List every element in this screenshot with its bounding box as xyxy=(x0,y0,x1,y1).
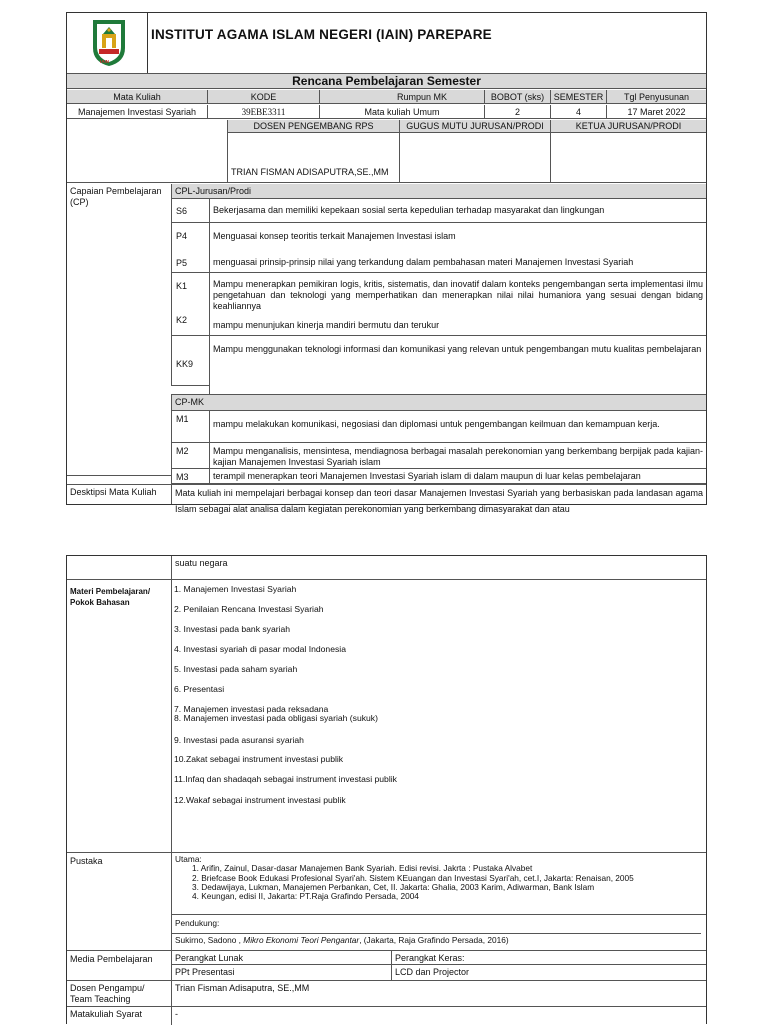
info-value-tgl: 17 Maret 2022 xyxy=(606,105,706,119)
deskripsi-label: Desktipsi Mata Kuliah xyxy=(67,484,171,504)
materi-item-10: 10.Zakat sebagai instrument investasi publik xyxy=(174,754,344,764)
rps-page-1 xyxy=(66,12,707,514)
sign-dosen-name: TRIAN FISMAN ADISAPUTRA,SE.,MM xyxy=(231,167,389,177)
cp-label: Capaian Pembelajaran (CP) xyxy=(67,184,171,476)
dosen-label: Dosen Pengampu/ Team Teaching xyxy=(67,981,171,1007)
syarat-value: - xyxy=(171,1007,706,1025)
materi-item-5: 5. Investasi pada saham syariah xyxy=(174,664,298,674)
materi-item-2: 2. Penilaian Rencana Investasi Syariah xyxy=(174,604,324,614)
pustaka-label: Pustaka xyxy=(67,853,171,951)
media-label: Media Pembelajaran xyxy=(67,951,171,981)
pustaka-pendukung-cell xyxy=(171,915,706,951)
info-header-bobot: BOBOT (sks) xyxy=(484,90,550,104)
logo-cell xyxy=(67,13,148,73)
cpmk-section-title: CP-MK xyxy=(171,395,706,411)
cpmk-text-m2: Mampu menganalisis, mensintesa, mendiagnosa berbagai masalah perekonomian yang berkembang berpijak pada kajian-kajian Manajemen Investasi Syariah islam xyxy=(213,446,703,467)
media-lunak-label: Perangkat Lunak xyxy=(171,951,391,965)
materi-item-3: 3. Investasi pada bank syariah xyxy=(174,624,291,634)
dosen-value: Trian Fisman Adisaputra, SE.,MM xyxy=(171,981,706,1007)
sign-header-gugus: GUGUS MUTU JURUSAN/PRODI xyxy=(399,120,550,133)
cpl-p-vline xyxy=(209,223,210,273)
cpl-code-p5: P5 xyxy=(176,258,188,268)
pustaka-utama-3: 3. Dedawijaya, Lukman, Manajemen Perbankan, Cet, II. Jakarta: Ghalia, 2003 Karim, Adiwarman, Bank Islam xyxy=(192,882,595,892)
materi-item-6: 6. Presentasi xyxy=(174,684,225,694)
cpmk-text-m1: mampu melakukan komunikasi, negosiasi dan diplomasi untuk pengembangan keilmuan dan kemampuan kerja. xyxy=(213,419,660,429)
pustaka-utama-2: 2. Briefcase Book Edukasi Profesional Syari'ah. Sistem KEuangan dan Investasi Syari'ah, cet.I, Jakarta: Renaisan, 2005 xyxy=(192,873,634,883)
materi-item-1: 1. Manajemen Investasi Syariah xyxy=(174,584,297,594)
rps-title: Rencana Pembelajaran Semester xyxy=(67,73,706,89)
deskripsi-text-page1: Mata kuliah ini mempelajari berbagai konsep dan teori dasar Manajemen Investasi Syariah yang berbasiskan pada landasan agama Islam sebagai alat analisa dalam kegiatan perekonomian yang berkembang dimasyarakat dan atau xyxy=(171,484,706,504)
pustaka-utama-4: 4. Keungan, edisi II, Jakarta: PT.Raja Grafindo Persada, 2004 xyxy=(192,891,419,901)
cpl-text-k2: mampu menunjukan kinerja mandiri bermutu dan terukur xyxy=(213,320,440,330)
pustaka-pendukung-rest: , (Jakarta, Raja Grafindo Persada, 2016) xyxy=(359,935,509,945)
sign-header-dosen: DOSEN PENGEMBANG RPS xyxy=(227,120,399,133)
cpmk-code-m3: M3 xyxy=(176,472,189,482)
rps-page-2 xyxy=(66,555,707,1024)
cpl-section-title: CPL-Jurusan/Prodi xyxy=(171,184,706,199)
cpl-code-k2: K2 xyxy=(176,315,188,325)
sign-ketua-cell xyxy=(550,133,706,183)
media-keras-value: LCD dan Projector xyxy=(391,965,706,981)
sign-header-ketua: KETUA JURUSAN/PRODI xyxy=(550,120,706,133)
materi-item-8: 8. Manajemen investasi pada obligasi syariah (sukuk) xyxy=(174,713,378,723)
media-lunak-value: PPt Presentasi xyxy=(171,965,391,981)
deskripsi-text-page2: suatu negara xyxy=(171,556,706,580)
cpl-code-kk9: KK9 xyxy=(176,359,194,369)
info-header-mata-kuliah: Mata Kuliah xyxy=(67,90,207,104)
materi-item-4: 4. Investasi syariah di pasar modal Indonesia xyxy=(174,644,346,654)
cpl-text-k1: Mampu menerapkan pemikiran logis, kritis, sistematis, dan inovatif dalam konteks pengembangan serta implementasi ilmu pengetahuan dan teknologi yang memperhatikan dan menerapkan nilai nilai humaniora yang sesuai dengan bidang keahliannya xyxy=(213,279,703,311)
pustaka-utama-1: 1. Arifin, Zainul, Dasar-dasar Manajemen Bank Syariah. Edisi revisi. Jakrta : Pustaka Alvabet xyxy=(192,863,533,873)
cpl-text-kk9: Mampu menggunakan teknologi informasi dan komunikasi yang relevan untuk pengembangan mutu kualitas pembelajaran xyxy=(213,344,702,354)
cpl-code-k1: K1 xyxy=(176,281,188,291)
cpmk-text-m3: terampil menerapkan teori Manajemen Investasi Syariah islam di dalam maupun di luar kelas pembelajaran xyxy=(213,471,641,481)
materi-item-9: 9. Investasi pada asuransi syariah xyxy=(174,735,304,745)
info-header-rumpun: Rumpun MK xyxy=(319,90,484,104)
deskripsi-cont-label-cell xyxy=(67,556,171,580)
info-header-kode: KODE xyxy=(207,90,319,104)
syarat-label: Matakuliah Syarat xyxy=(70,1009,143,1019)
logo-text: IAIN xyxy=(100,59,109,64)
materi-item-12: 12.Wakaf sebagai instrument investasi publik xyxy=(174,795,346,805)
institution-name: INSTITUT AGAMA ISLAM NEGERI (IAIN) PAREPARE xyxy=(151,27,492,42)
info-header-semester: SEMESTER xyxy=(550,90,606,104)
pustaka-utama-cell xyxy=(171,853,706,915)
cpl-code-s6: S6 xyxy=(176,206,188,216)
materi-item-7: 7. Manajemen investasi pada reksadana xyxy=(174,704,329,714)
media-keras-label: Perangkat Keras: xyxy=(391,951,706,965)
sign-gugus-cell xyxy=(399,133,550,183)
sign-blank-cell xyxy=(67,120,227,183)
info-value-rumpun: Mata kuliah Umum xyxy=(319,105,484,119)
materi-label: Materi Pembelajaran/ Pokok Bahasan xyxy=(67,580,171,853)
pustaka-pendukung-author: Sukirno, Sadono , xyxy=(175,935,241,945)
cpl-text-p4: Menguasai konsep teoritis terkait Manajemen Investasi islam xyxy=(209,227,706,241)
sign-dosen-cell xyxy=(227,133,399,183)
cpmk-code-m2: M2 xyxy=(176,446,189,456)
info-value-kode: 39EBE3311 xyxy=(207,105,319,119)
pustaka-pendukung-title: Mikro Ekonomi Teori Pengantar xyxy=(243,935,360,945)
info-value-semester: 4 xyxy=(550,105,606,119)
cpl-text-p5: menguasai prinsip-prinsip nilai yang terkandung dalam pembahasan materi Manajemen Investasi Syariah xyxy=(209,253,706,267)
pustaka-utama-label: Utama: xyxy=(175,854,202,864)
iain-logo xyxy=(85,18,133,68)
materi-item-11: 11.Infaq dan shadaqah sebagai instrument investasi publik xyxy=(174,774,397,784)
pustaka-pendukung-label: Pendukung: xyxy=(175,918,220,928)
info-header-tgl: Tgl Penyusunan xyxy=(606,90,706,104)
cpl-code-p4: P4 xyxy=(176,231,188,241)
pustaka-pendukung-entry xyxy=(172,933,701,946)
cpmk-code-m1: M1 xyxy=(176,414,189,424)
info-value-mata-kuliah: Manajemen Investasi Syariah xyxy=(67,105,207,119)
cpl-text-s6: Bekerjasama dan memiliki kepekaan sosial serta kepedulian terhadap masyarakat dan lingkungan xyxy=(209,199,706,223)
info-value-bobot: 2 xyxy=(484,105,550,119)
